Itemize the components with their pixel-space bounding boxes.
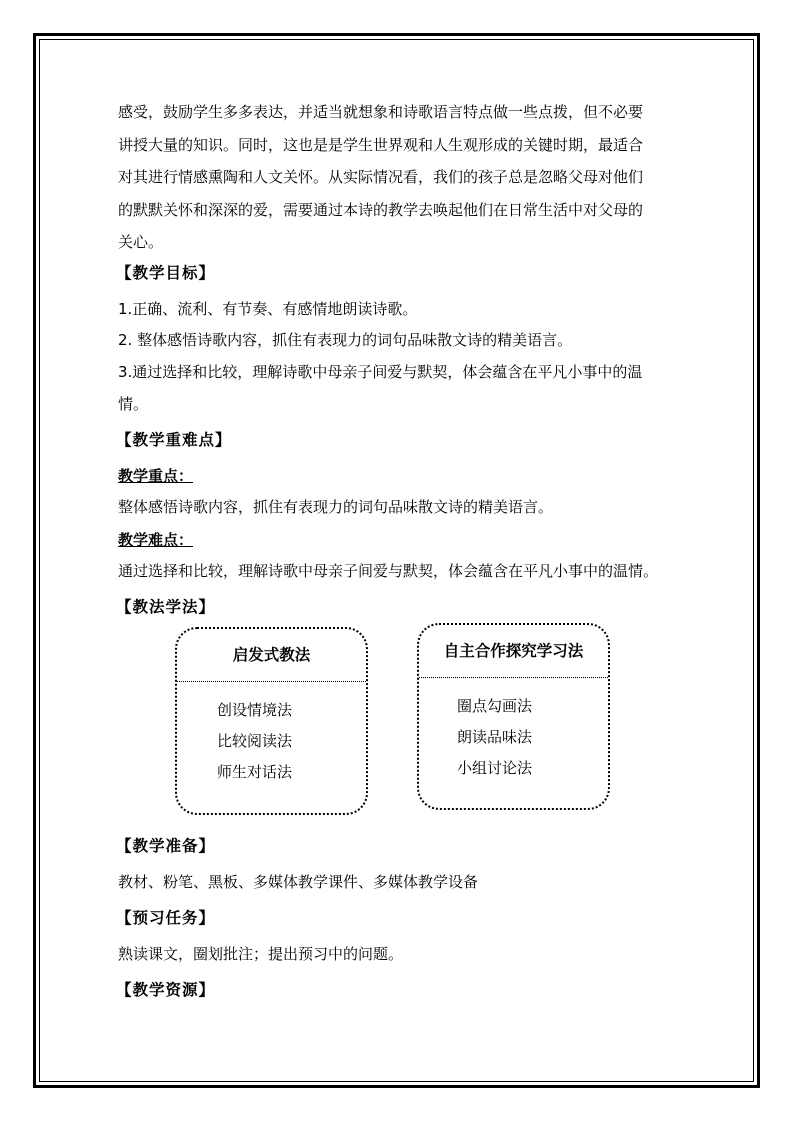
teaching-methods-box bbox=[175, 627, 368, 815]
intro-line: 讲授大量的知识。同时，这也是是学生世界观和人生观形成的关键时期，最适合 bbox=[118, 135, 644, 154]
focus-text: 整体感悟诗歌内容，抓住有表现力的词句品味散文诗的精美语言。 bbox=[118, 498, 554, 516]
teaching-method-item: 创设情境法 bbox=[217, 701, 293, 719]
goal-item: 1.正确、流利、有节奏、有感情地朗读诗歌。 bbox=[118, 300, 418, 318]
intro-line: 的默默关怀和深深的爱，需要通过本诗的教学去唤起他们在日常生活中对父母的 bbox=[118, 200, 644, 219]
learning-method-item: 圈点勾画法 bbox=[457, 697, 533, 715]
intro-line: 对其进行情感熏陶和人文关怀。从实际情况看，我们的孩子总是忽略父母对他们 bbox=[118, 168, 644, 187]
key-points-heading: 【教学重难点】 bbox=[116, 430, 232, 449]
intro-line: 感受，鼓励学生多多表达，并适当就想象和诗歌语言特点做一些点拨，但不必要 bbox=[118, 103, 644, 121]
difficulty-label: 教学难点： bbox=[118, 531, 194, 549]
focus-label: 教学重点： bbox=[118, 467, 194, 485]
teaching-methods-title: 启发式教法 bbox=[232, 646, 311, 664]
box-divider bbox=[177, 681, 366, 682]
learning-methods-title: 自主合作探究学习法 bbox=[443, 642, 584, 660]
difficulty-text: 通过选择和比较，理解诗歌中母亲子间爱与默契，体会蕴含在平凡小事中的温情。 bbox=[118, 562, 659, 580]
goal-item: 情。 bbox=[118, 395, 149, 413]
learning-methods-box bbox=[417, 623, 610, 810]
learning-method-item: 小组讨论法 bbox=[457, 759, 533, 777]
preview-text: 熟读课文，圈划批注；提出预习中的问题。 bbox=[118, 945, 404, 963]
preparation-text: 教材、粉笔、黑板、多媒体教学课件、多媒体教学设备 bbox=[118, 873, 479, 891]
methods-heading: 【教法学法】 bbox=[116, 597, 216, 616]
preparation-heading: 【教学准备】 bbox=[116, 836, 216, 855]
teaching-method-item: 师生对话法 bbox=[217, 763, 293, 781]
intro-line: 关心。 bbox=[118, 233, 164, 252]
goal-item: 3.通过选择和比较，理解诗歌中母亲子间爱与默契，体会蕴含在平凡小事中的温 bbox=[118, 363, 643, 381]
preview-heading: 【预习任务】 bbox=[116, 908, 216, 927]
goal-item: 2. 整体感悟诗歌内容，抓住有表现力的词句品味散文诗的精美语言。 bbox=[118, 331, 573, 349]
resources-heading: 【教学资源】 bbox=[116, 980, 216, 999]
teaching-method-item: 比较阅读法 bbox=[217, 732, 293, 750]
goals-heading: 【教学目标】 bbox=[116, 263, 216, 282]
intro-paragraph bbox=[118, 96, 678, 259]
learning-method-item: 朗读品味法 bbox=[457, 728, 533, 746]
box-divider bbox=[419, 677, 608, 678]
